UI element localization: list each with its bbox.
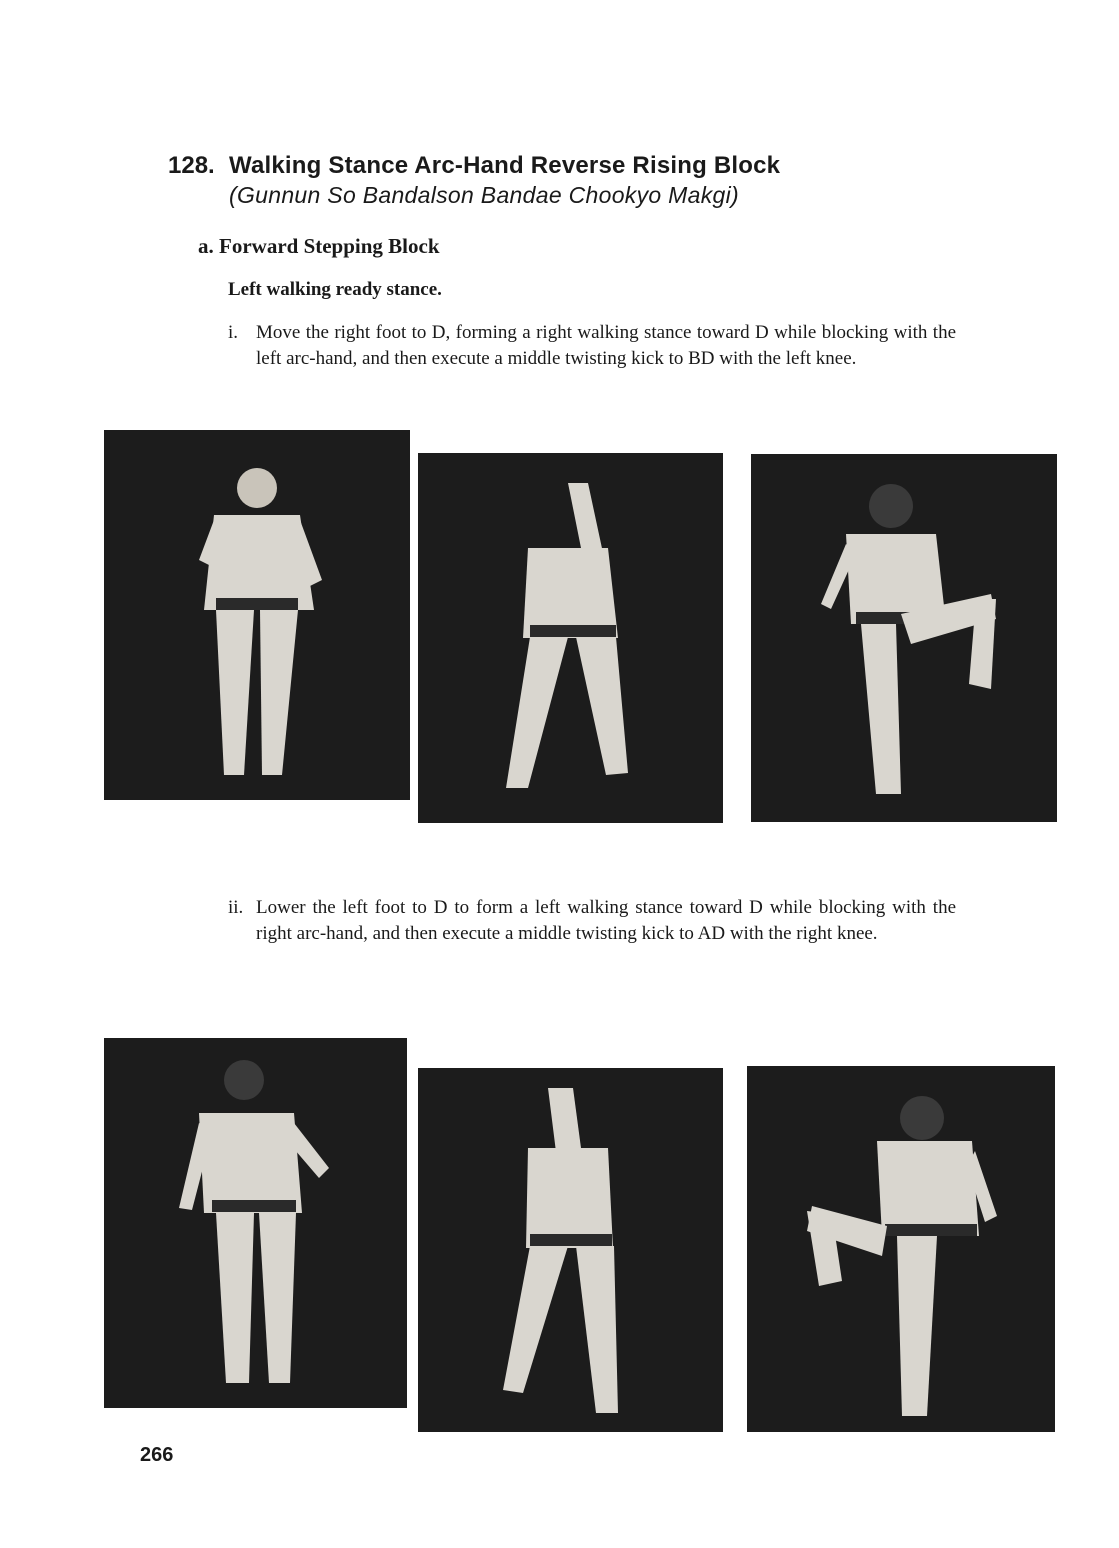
photo-step-ii-3 xyxy=(747,1066,1055,1432)
figure-knee-kick-icon xyxy=(747,1066,1055,1432)
photo-step-i-2 xyxy=(418,453,723,823)
section-number: 128. xyxy=(168,152,215,179)
step-i xyxy=(228,320,956,372)
figure-knee-kick-icon xyxy=(751,454,1057,822)
photo-step-i-3 xyxy=(751,454,1057,822)
figure-arc-hand-block-icon xyxy=(418,453,723,823)
photo-step-i-1 xyxy=(104,430,410,800)
step-marker: ii. xyxy=(228,897,244,918)
page-number: 266 xyxy=(140,1444,174,1466)
step-marker: i. xyxy=(228,322,239,343)
figure-standing-icon xyxy=(104,1038,407,1408)
step-ii xyxy=(228,895,956,947)
photo-step-ii-1 xyxy=(104,1038,407,1408)
photo-step-ii-2 xyxy=(418,1068,723,1432)
ready-stance: Left walking ready stance. xyxy=(228,279,442,300)
page-subtitle: (Gunnun So Bandalson Bandae Chookyo Makgi) xyxy=(229,182,739,208)
page-title: Walking Stance Arc-Hand Reverse Rising Block xyxy=(229,152,781,179)
figure-arc-hand-block-icon xyxy=(418,1068,723,1432)
step-text: Move the right foot to D, forming a right walking stance toward D while blocking with the left arc-hand, and then execute a middle twisting kick to BD with the left knee. xyxy=(256,322,956,369)
section-label: a. Forward Stepping Block xyxy=(198,234,440,258)
figure-standing-icon xyxy=(104,430,410,800)
step-text: Lower the left foot to D to form a left walking stance toward D while blocking with the right arc-hand, and then execute a middle twisting kick to AD with the right knee. xyxy=(256,897,956,944)
